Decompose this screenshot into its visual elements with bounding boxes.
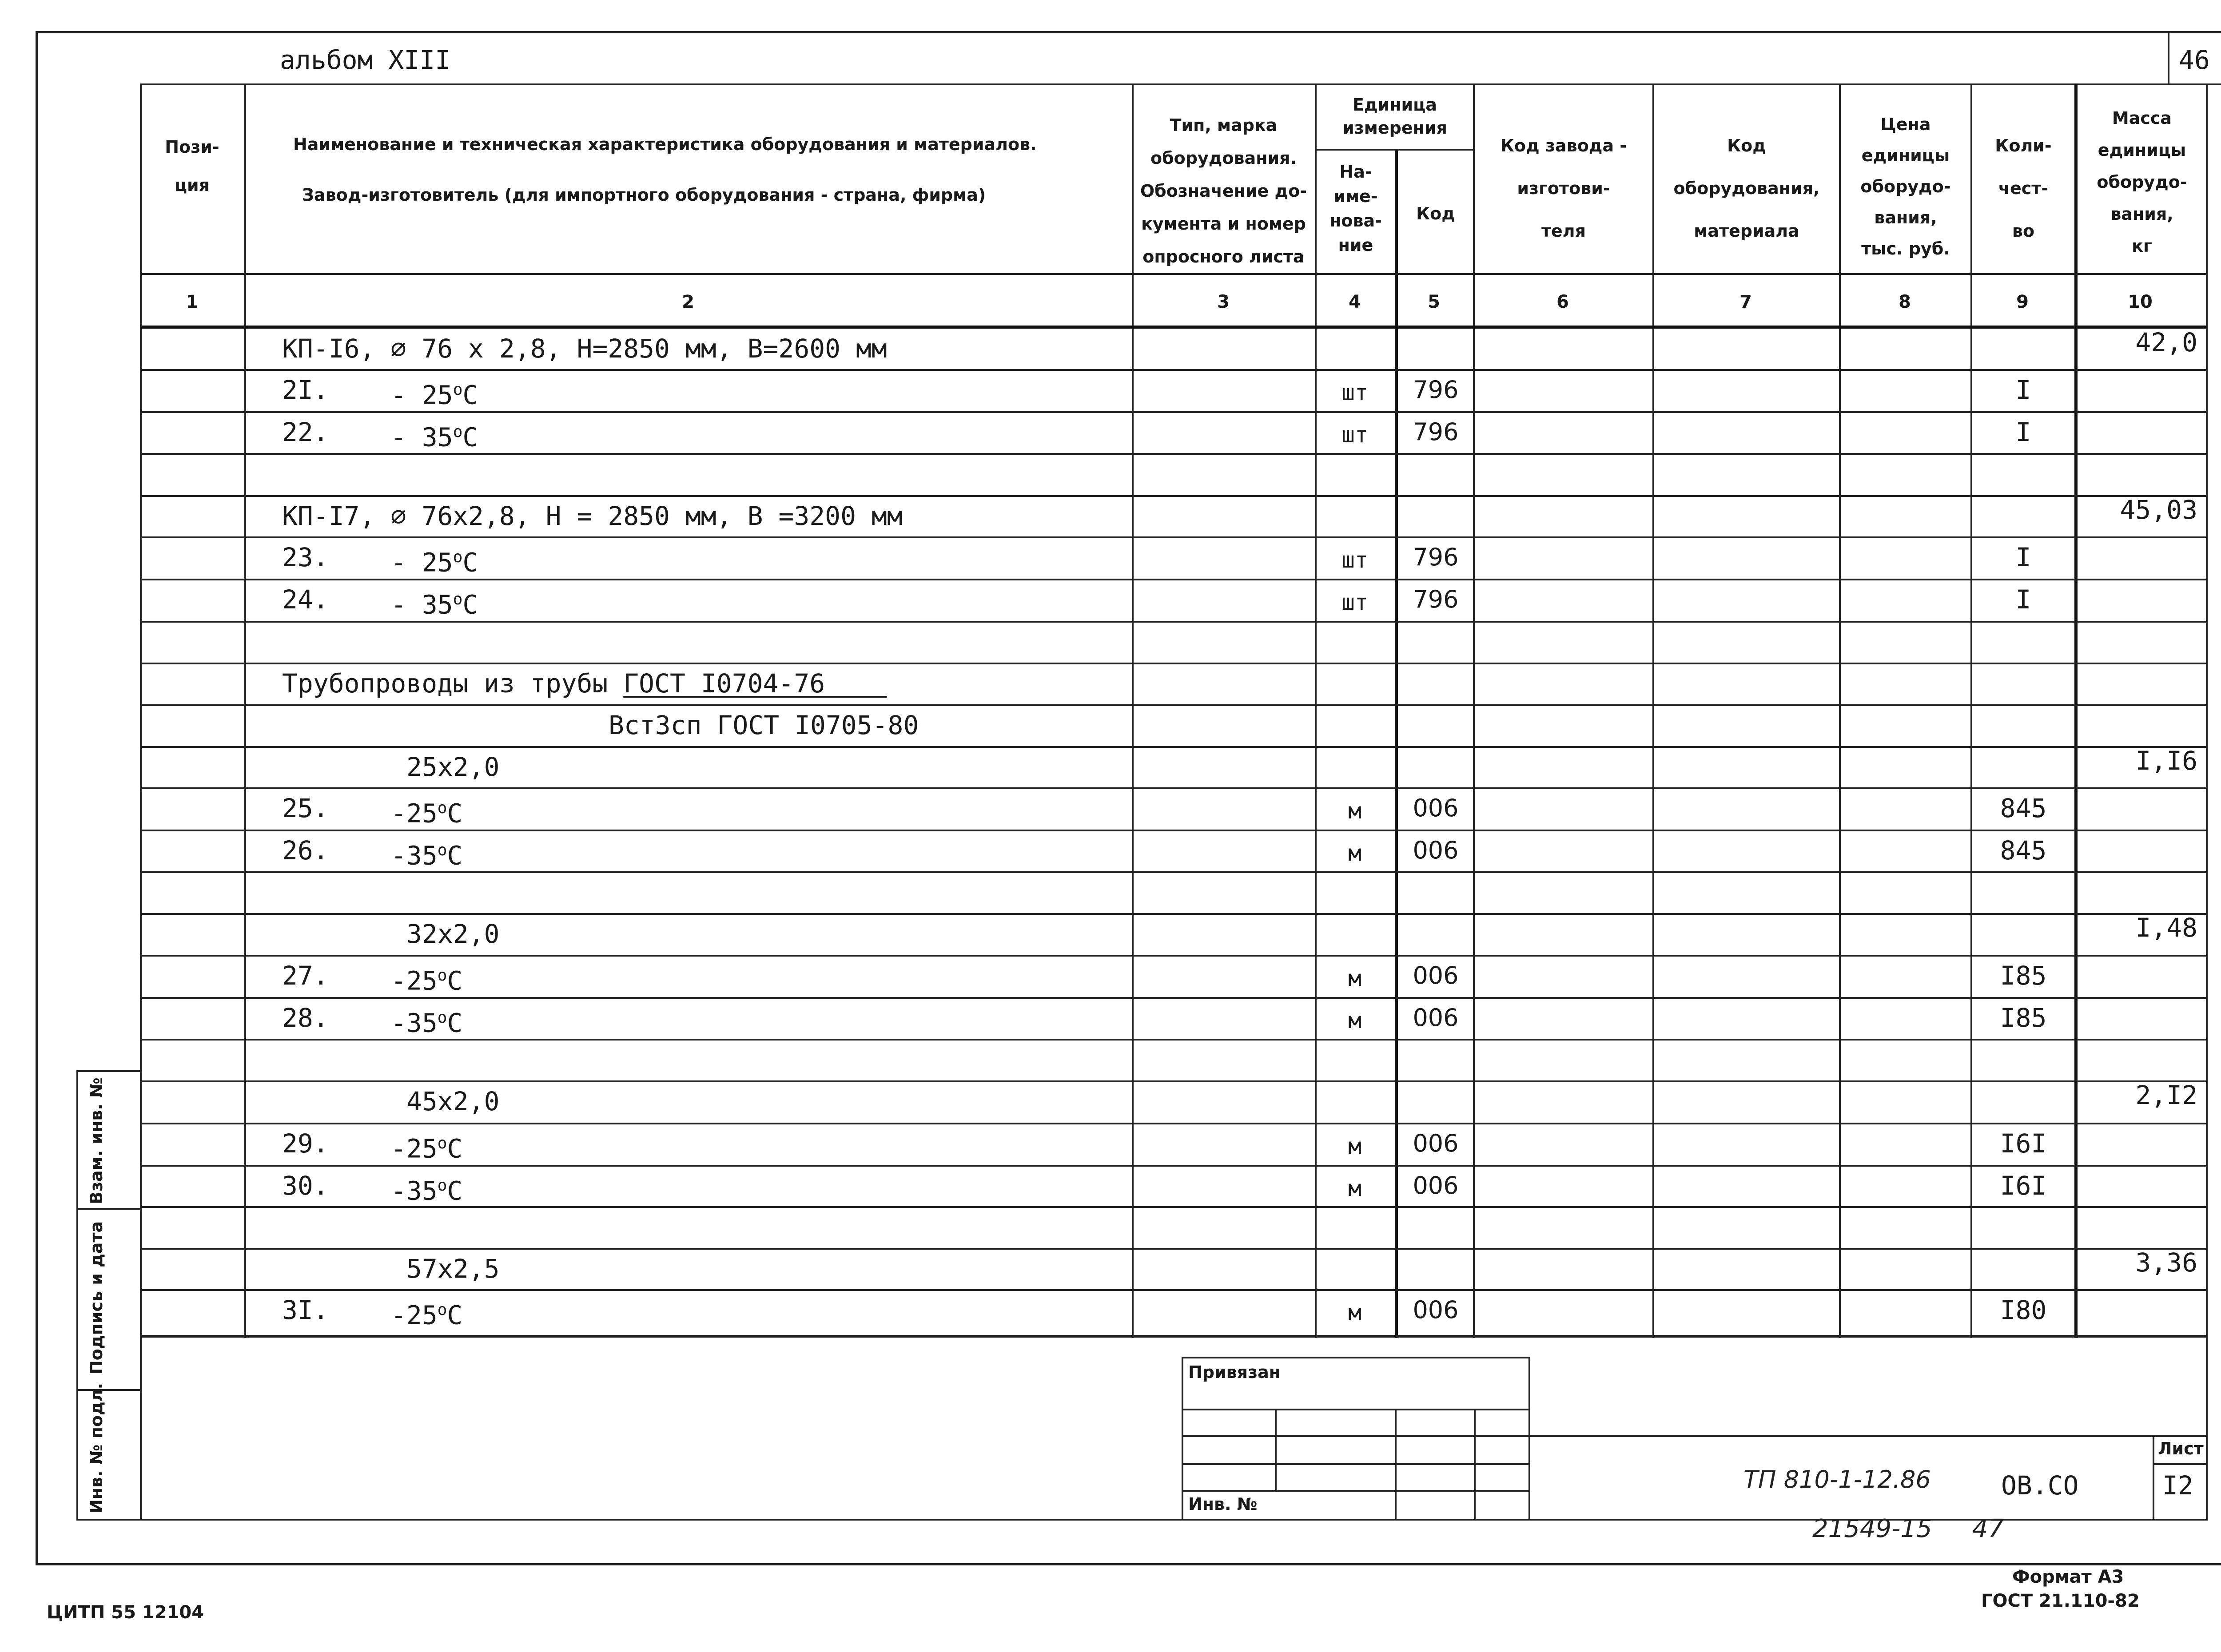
col-line-7 xyxy=(1839,83,1841,1338)
unit-name: шт xyxy=(1341,589,1369,615)
row-line xyxy=(140,1165,2206,1167)
unit-name: м xyxy=(1348,1300,1362,1326)
unit-name: м xyxy=(1348,840,1362,866)
header-text: оборудования, xyxy=(1673,179,1820,198)
number-row-bottom-line xyxy=(140,326,2206,329)
unit-mass: I,I6 xyxy=(2135,746,2197,776)
quantity: I6I xyxy=(2000,1128,2047,1159)
quantity: I85 xyxy=(2000,1003,2047,1033)
header-text: Единица xyxy=(1353,95,1437,115)
unit-mass: 42,0 xyxy=(2135,327,2197,357)
quantity: I85 xyxy=(2000,961,2047,991)
page-number-divider xyxy=(2168,31,2169,85)
table-bottom-line xyxy=(140,1336,2206,1338)
archive-number: 21549-15 xyxy=(1812,1514,1932,1543)
col-line-6 xyxy=(1652,83,1654,1338)
signature-date-label: Подпись и дата xyxy=(87,1221,106,1374)
unit-name: шт xyxy=(1341,380,1369,405)
unit-name: м xyxy=(1348,1133,1362,1159)
item-name: ВстЗсп ГОСТ I0705-80 xyxy=(609,710,919,740)
header-text: Цена xyxy=(1880,115,1931,134)
unit-code: 006 xyxy=(1413,1296,1459,1324)
row-line xyxy=(140,1080,2206,1082)
unit-name: м xyxy=(1348,798,1362,824)
original-inv-label: Инв. № подл. xyxy=(87,1382,106,1513)
row-line xyxy=(140,1289,2206,1291)
unit-code: 006 xyxy=(1413,961,1459,989)
sheet-no-line xyxy=(2153,1463,2207,1465)
header-bottom-line xyxy=(140,273,2206,275)
item-name: 57х2,5 xyxy=(406,1254,500,1284)
header-price xyxy=(1841,109,1970,264)
stamp-line-4 xyxy=(1182,1490,1530,1492)
position-number: 2I. xyxy=(282,375,329,405)
item-name: 45х2,0 xyxy=(406,1086,500,1116)
position-number: 29. xyxy=(282,1128,329,1159)
header-text: единицы xyxy=(1861,146,1950,165)
item-name: -25$^o$С xyxy=(391,1300,463,1330)
header-unit-name xyxy=(1316,160,1396,258)
format-label: Формат А3 xyxy=(2012,1567,2124,1587)
album-label: альбом XIII xyxy=(280,45,451,75)
unit-code: 796 xyxy=(1413,585,1459,613)
unit-name: шт xyxy=(1341,547,1369,573)
header-text: единицы xyxy=(2098,140,2186,160)
margin-line-1 xyxy=(76,1070,141,1072)
unit-mass: 2,I2 xyxy=(2135,1080,2197,1110)
header-text: ние xyxy=(1338,235,1373,255)
margin-line-2 xyxy=(76,1208,141,1210)
stamp-right-line xyxy=(1528,1357,1530,1520)
position-number: 3I. xyxy=(282,1295,329,1325)
header-text: кумента и номер xyxy=(1141,214,1306,234)
replaced-inv-label: Взам. инв. № xyxy=(87,1077,106,1204)
unit-code: 006 xyxy=(1413,836,1459,864)
stamp-v-1 xyxy=(1275,1409,1277,1490)
item-name: КП-I7, ∅ 76х2,8, Н = 2850 мм, В =3200 мм xyxy=(282,501,903,531)
header-text: Завод-изготовитель (для импортного оборудования - страна, фирма) xyxy=(302,185,986,205)
printer-label: ЦИТП 55 12104 xyxy=(47,1602,204,1623)
row-line xyxy=(140,663,2206,664)
row-line xyxy=(140,787,2206,789)
header-text: оборудования. xyxy=(1150,148,1297,168)
header-text: Коли- xyxy=(1995,136,2052,155)
col-number-6: 6 xyxy=(1556,292,1569,312)
unit-name: м xyxy=(1348,1175,1362,1201)
col-number-1: 1 xyxy=(186,292,199,312)
unit-name: шт xyxy=(1341,422,1369,448)
quantity: I xyxy=(2015,375,2031,405)
header-equipment-code xyxy=(1654,124,1839,252)
quantity: I xyxy=(2015,584,2031,615)
header-mass xyxy=(2078,102,2206,262)
header-text: тыс. руб. xyxy=(1861,239,1950,258)
header-maker-code xyxy=(1475,124,1652,252)
col-line-9 xyxy=(2074,83,2078,1338)
header-unit-group xyxy=(1315,93,1475,139)
row-line xyxy=(140,871,2206,873)
header-text: чест- xyxy=(1998,179,2049,198)
header-text: Код завода - xyxy=(1500,136,1627,155)
document-suffix: ОВ.СО xyxy=(2001,1470,2079,1501)
item-name xyxy=(282,668,887,699)
header-name xyxy=(249,131,1128,208)
stamp-v-2 xyxy=(1395,1409,1397,1520)
header-text: нова- xyxy=(1329,211,1382,230)
row-line xyxy=(140,1206,2206,1208)
row-line xyxy=(140,1123,2206,1124)
header-text: вания, xyxy=(1874,208,1937,227)
position-number: 27. xyxy=(282,961,329,991)
item-name: - 25$^o$С xyxy=(391,380,478,410)
row-line xyxy=(140,913,2206,915)
quantity: I xyxy=(2015,417,2031,447)
stamp-top-line xyxy=(1182,1357,1530,1358)
col-line-1 xyxy=(244,83,246,1338)
position-number: 23. xyxy=(282,542,329,572)
col-number-10: 10 xyxy=(2128,292,2153,312)
header-text: Обозначение до- xyxy=(1140,181,1307,201)
item-name: -35$^o$С xyxy=(391,1175,463,1206)
header-text: Код xyxy=(1727,136,1766,155)
unit-code: 006 xyxy=(1413,1004,1459,1032)
unit-code: 796 xyxy=(1413,376,1459,404)
row-line xyxy=(140,621,2206,623)
header-text: материала xyxy=(1694,221,1799,241)
item-name: КП-I6, ∅ 76 х 2,8, Н=2850 мм, В=2600 мм xyxy=(282,334,887,364)
quantity: I xyxy=(2015,542,2031,572)
header-text: опросного листа xyxy=(1142,247,1305,266)
margin-line-3 xyxy=(76,1389,141,1391)
col-number-3: 3 xyxy=(1217,292,1230,312)
item-name: - 35$^o$С xyxy=(391,589,478,620)
col-number-8: 8 xyxy=(1899,292,1911,312)
header-text: измерения xyxy=(1342,118,1447,138)
stamp-left-line xyxy=(1182,1357,1183,1520)
item-name: 25х2,0 xyxy=(406,752,500,782)
col-number-5: 5 xyxy=(1428,292,1440,312)
col-number-9: 9 xyxy=(2016,292,2029,312)
unit-mass: 45,03 xyxy=(2120,495,2197,525)
row-line xyxy=(140,536,2206,538)
title-strip-line xyxy=(140,83,2221,85)
header-text: вания, xyxy=(2110,204,2173,224)
header-text: изготови- xyxy=(1517,179,1610,198)
quantity: I6I xyxy=(2000,1171,2047,1201)
unit-code: 006 xyxy=(1413,794,1459,822)
quantity: I80 xyxy=(2000,1295,2047,1325)
row-line xyxy=(140,746,2206,748)
page-number: 46 xyxy=(2179,45,2210,75)
stamp-line-1 xyxy=(1182,1409,1530,1410)
unit-code: 006 xyxy=(1413,1171,1459,1199)
item-name: -25$^o$С xyxy=(391,965,463,996)
header-text: теля xyxy=(1541,221,1586,241)
item-name-text: Трубопроводы из трубы xyxy=(282,668,624,699)
unit-code: 006 xyxy=(1413,1129,1459,1157)
sheet-no-divider xyxy=(2153,1435,2154,1520)
unit-code: 796 xyxy=(1413,418,1459,446)
row-line xyxy=(140,997,2206,999)
header-text: Тип, марка xyxy=(1170,115,1278,135)
col-number-7: 7 xyxy=(1739,292,1752,312)
bound-label: Привязан xyxy=(1188,1362,1281,1382)
item-name-standard: ГОСТ I0704-76 xyxy=(623,668,887,699)
item-name: -25$^o$С xyxy=(391,1133,463,1164)
header-text: кг xyxy=(2132,236,2152,256)
margin-outer-line xyxy=(76,1070,78,1519)
standard-label: ГОСТ 21.110-82 xyxy=(1981,1591,2140,1611)
item-name: -25$^o$С xyxy=(391,798,463,829)
unit-code: 796 xyxy=(1413,543,1459,571)
stamp-line-3 xyxy=(1182,1463,1530,1465)
header-position xyxy=(140,133,244,199)
unit-name: м xyxy=(1348,965,1362,991)
item-name: 32х2,0 xyxy=(406,919,500,949)
position-number: 26. xyxy=(282,835,329,866)
quantity: 845 xyxy=(2000,835,2047,866)
header-text: Наименование и техническая характеристика оборудования и материалов. xyxy=(293,135,1037,154)
unit-mass: 3,36 xyxy=(2135,1247,2197,1278)
col-number-4: 4 xyxy=(1349,292,1361,312)
header-text: На- xyxy=(1339,162,1372,182)
archive-suffix: 47 xyxy=(1972,1514,2004,1543)
header-text: Масса xyxy=(2112,108,2172,128)
row-line xyxy=(140,704,2206,706)
unit-mass: I,48 xyxy=(2135,913,2197,943)
position-number: 24. xyxy=(282,584,329,615)
stamp-v-3 xyxy=(1474,1409,1476,1520)
position-number: 30. xyxy=(282,1171,329,1201)
header-text: Пози- xyxy=(165,137,219,157)
position-number: 28. xyxy=(282,1003,329,1033)
title-block-top-line xyxy=(1528,1435,2206,1437)
item-name: -35$^o$С xyxy=(391,840,463,871)
row-line xyxy=(140,369,2206,371)
position-number: 25. xyxy=(282,793,329,823)
row-line xyxy=(140,579,2206,580)
inv-label: Инв. № xyxy=(1188,1494,1258,1514)
quantity: 845 xyxy=(2000,793,2047,823)
item-name: - 25$^o$С xyxy=(391,547,478,578)
header-text: име- xyxy=(1333,187,1378,206)
header-unit-code: Код xyxy=(1416,204,1455,223)
header-text: оборудо- xyxy=(1860,177,1951,196)
sheet-label: Лист xyxy=(2158,1439,2204,1458)
row-line xyxy=(140,955,2206,957)
row-line xyxy=(140,830,2206,831)
sheet-number: I2 xyxy=(2162,1470,2193,1501)
item-name: - 35$^o$С xyxy=(391,422,478,453)
row-line xyxy=(140,1039,2206,1040)
header-text: во xyxy=(2012,221,2035,241)
header-quantity xyxy=(1972,124,2074,252)
col-line-10 xyxy=(2206,83,2208,1520)
position-number: 22. xyxy=(282,417,329,447)
header-text: ция xyxy=(174,175,210,195)
row-line xyxy=(140,453,2206,455)
header-type xyxy=(1134,109,1313,273)
row-line xyxy=(140,411,2206,413)
unit-group-line xyxy=(1315,149,1475,151)
document-code: ТП 810-1-12.86 xyxy=(1743,1465,1931,1493)
unit-name: м xyxy=(1348,1008,1362,1033)
col-number-2: 2 xyxy=(682,292,694,312)
item-name: -35$^o$С xyxy=(391,1008,463,1038)
row-line xyxy=(140,495,2206,497)
row-line xyxy=(140,1248,2206,1250)
stamp-line-2 xyxy=(1182,1435,1530,1437)
header-text: оборудо- xyxy=(2097,172,2187,192)
